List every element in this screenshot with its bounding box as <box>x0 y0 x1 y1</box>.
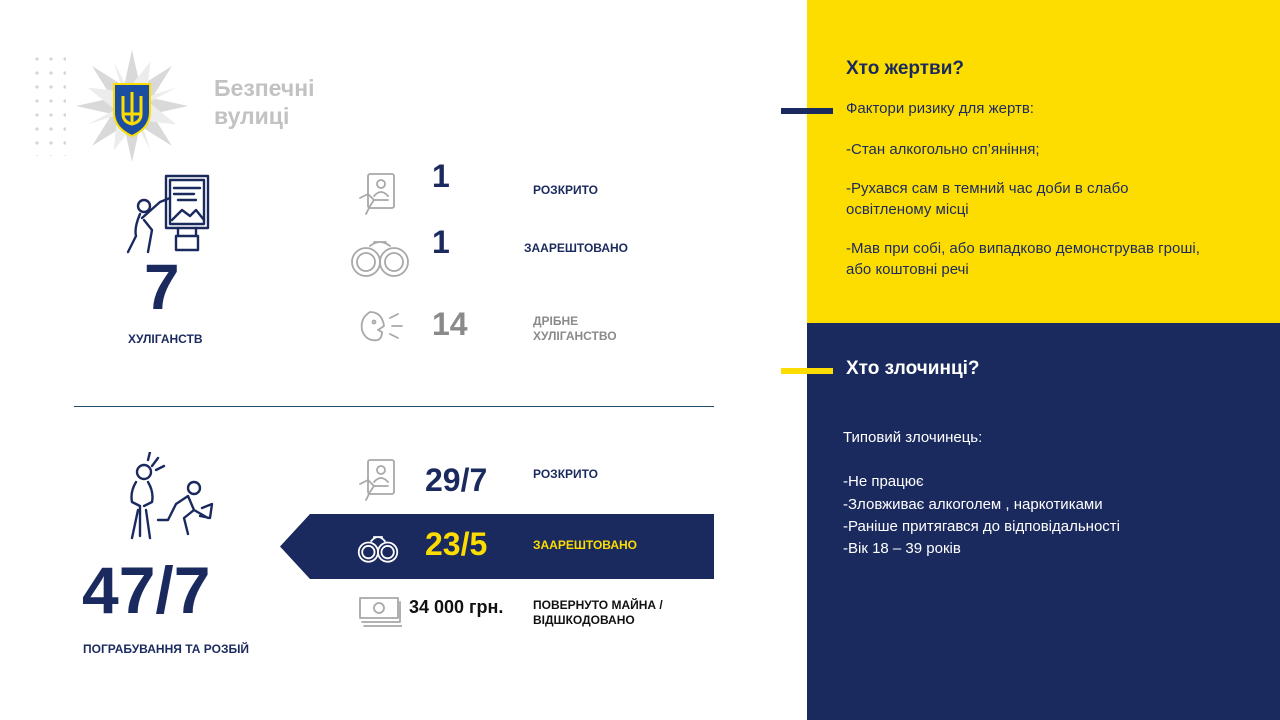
criminals-line-3: -Раніше притягався до відповідальності <box>843 518 1120 535</box>
hooligans-total-label: ХУЛІГАНСТВ <box>128 332 203 346</box>
criminals-line-4: -Вік 18 – 39 років <box>843 540 961 557</box>
dot-grid-decoration <box>30 52 66 156</box>
robbery-returned-label: ПОВЕРНУТО МАЙНА / ВІДШКОДОВАНО <box>533 598 663 627</box>
robbery-solved-value: 29/7 <box>425 462 488 498</box>
victims-accent-bar <box>781 108 833 114</box>
victims-line-2: -Стан алкогольно сп’яніння; <box>846 141 1040 158</box>
handcuffs-icon <box>348 236 412 280</box>
victims-title: Хто жертви? <box>846 58 965 79</box>
hooligans-solved-label: РОЗКРИТО <box>533 183 599 197</box>
robbery-scene-icon <box>118 452 218 544</box>
hooligans-solved-value: 1 <box>432 158 450 194</box>
arrested-highlight-banner <box>280 514 714 579</box>
robbery-arrested-value: 23/5 <box>425 526 488 562</box>
criminals-intro: Типовий злочинець: <box>843 429 983 446</box>
robbery-returned-value: 34 000 грн. <box>409 597 504 617</box>
police-star-logo <box>74 48 190 164</box>
id-card-icon <box>356 172 400 216</box>
hooligans-minor-label: ДРІБНЕ ХУЛІГАНСТВО <box>533 314 617 343</box>
criminals-line-1: -Не працює <box>843 473 924 490</box>
criminals-title: Хто злочинці? <box>846 358 980 379</box>
brand-line1: Безпечні <box>214 75 315 101</box>
robbery-total-label: ПОГРАБУВАННЯ ТА РОЗБІЙ <box>83 642 250 656</box>
vandal-poster-icon <box>124 174 212 254</box>
hooligans-arrested-value: 1 <box>432 224 450 260</box>
hooligans-minor-value: 14 <box>432 306 468 342</box>
criminals-accent-bar <box>781 368 833 374</box>
hooligans-arrested-label: ЗААРЕШТОВАНО <box>524 241 629 255</box>
shouting-face-icon <box>360 308 404 344</box>
id-card-icon <box>356 458 400 502</box>
handcuffs-icon <box>356 526 400 570</box>
victims-line-1: Фактори ризику для жертв: <box>846 100 1034 117</box>
money-icon <box>358 596 402 628</box>
robbery-total: 47/7 <box>82 553 211 627</box>
robbery-solved-label: РОЗКРИТО <box>533 467 599 481</box>
criminals-line-2: -Зловживає алкоголем , наркотиками <box>843 496 1103 513</box>
brand-title <box>214 74 315 130</box>
robbery-arrested-label: ЗААРЕШТОВАНО <box>533 538 638 552</box>
victims-line-4: -Мав при собі, або випадково демонстрував гроші, або коштовні речі <box>846 240 1200 278</box>
victims-line-3: -Рухався сам в темний час доби в слабо освітленому місці <box>846 180 1129 218</box>
section-divider <box>74 406 714 407</box>
hooligans-total: 7 <box>144 251 180 323</box>
brand-line2: вулиці <box>214 103 290 129</box>
